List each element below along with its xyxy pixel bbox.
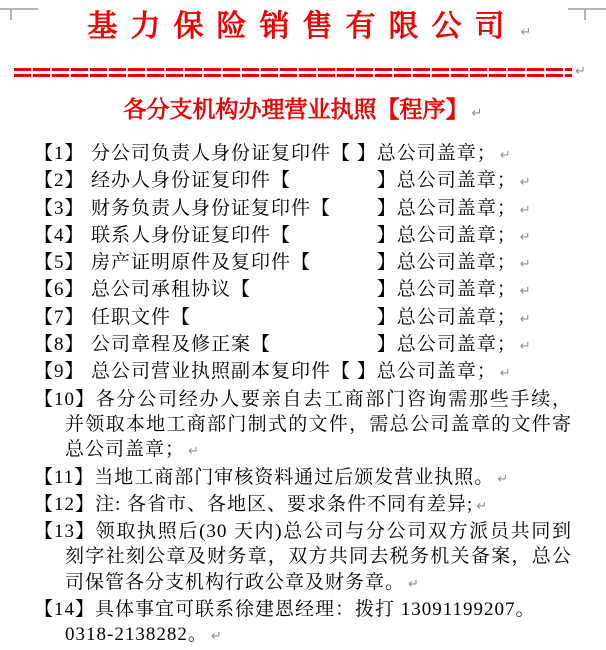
item-text: 总公司承租协议【 】总公司盖章； <box>91 279 517 301</box>
item-text: 分公司负责人身份证复印件【 】总公司盖章； <box>91 143 497 164</box>
item-text: 总公司营业执照副本复印件【 】总公司盖章； <box>91 361 497 383</box>
item-number: 【10】 <box>34 388 96 410</box>
list-item <box>0 597 572 650</box>
company-title-text: 基力保险销售有限公司 <box>87 10 518 43</box>
procedure-list <box>0 141 606 650</box>
paragraph-mark-icon: ↵ <box>499 148 511 163</box>
paragraph-mark-icon: ↵ <box>476 498 488 514</box>
paragraph-mark-icon: ↵ <box>408 576 419 592</box>
item-text: 注: 各省市、各地区、要求条件不同有差异; <box>95 493 474 515</box>
paragraph-mark-icon: ↵ <box>520 25 532 40</box>
paragraph-mark-icon: ↵ <box>519 202 531 218</box>
list-item <box>0 196 572 223</box>
item-number: 【13】 <box>34 521 96 543</box>
list-item <box>0 141 572 168</box>
page-corner-mark <box>0 8 38 10</box>
item-text: 领取执照后(30 天内)总公司与分公司双方派员共同到刻字社刻公章及财务章，双方共同去税务机关备案，总公司保管各分支机构行政公章及财务章。 <box>65 521 572 593</box>
item-text-line2: 0318-2138282。 <box>65 624 208 646</box>
item-text: 任职文件【 】总公司盖章； <box>91 306 517 328</box>
paragraph-mark-icon: ↵ <box>519 339 531 355</box>
item-text: 经办人身份证复印件【 】总公司盖章； <box>91 170 517 192</box>
item-number: 【5】 <box>34 252 85 274</box>
item-number: 【3】 <box>34 197 85 219</box>
section-heading-text: 各分支机构办理营业执照【程序】 <box>123 97 469 122</box>
item-number: 【6】 <box>34 279 85 301</box>
item-number: 【7】 <box>34 306 85 328</box>
item-text: 当地工商部门审核资料通过后颁发营业执照。 <box>94 466 495 488</box>
page-corner-mark <box>10 8 12 20</box>
paragraph-mark-icon: ↵ <box>519 229 531 245</box>
list-item <box>0 519 572 597</box>
paragraph-mark-icon: ↵ <box>499 366 511 382</box>
paragraph-mark-icon: ↵ <box>210 629 222 645</box>
list-item <box>0 387 572 465</box>
item-number: 【8】 <box>34 334 85 356</box>
list-item <box>0 332 572 359</box>
item-text: 各分公司经办人要亲自去工商部门咨询需那些手续，并领取本地工商部门制式的文件，需总公司盖章的文件寄总公司盖章； <box>65 388 572 461</box>
item-number: 【4】 <box>34 224 85 246</box>
list-item <box>0 305 572 332</box>
page-corner-mark <box>584 8 586 20</box>
paragraph-mark-icon: ↵ <box>519 311 531 327</box>
paragraph-mark-icon: ↵ <box>575 64 586 79</box>
list-item <box>0 223 572 250</box>
double-line <box>14 68 572 77</box>
paragraph-mark-icon: ↵ <box>188 444 199 460</box>
section-heading <box>0 96 606 128</box>
item-number: 【9】 <box>34 361 85 383</box>
item-text: 公司章程及修正案【 】总公司盖章； <box>91 334 517 356</box>
item-number: 【1】 <box>34 143 85 164</box>
paragraph-mark-icon: ↵ <box>471 106 483 121</box>
paragraph-mark-icon: ↵ <box>519 175 531 191</box>
paragraph-mark-icon: ↵ <box>519 257 531 273</box>
list-item <box>0 168 572 195</box>
item-number: 【2】 <box>34 170 85 192</box>
paragraph-mark-icon: ↵ <box>497 471 509 487</box>
item-number: 【14】 <box>34 599 96 621</box>
list-item <box>0 492 572 519</box>
list-item <box>0 277 572 304</box>
list-item <box>0 465 572 492</box>
page-corner-mark <box>568 8 606 10</box>
item-number: 【11】 <box>34 466 95 488</box>
item-text: 联系人身份证复印件【 】总公司盖章； <box>91 224 517 246</box>
list-item <box>0 250 572 277</box>
double-line-separator <box>14 64 606 79</box>
item-number: 【12】 <box>34 493 96 515</box>
item-text: 房产证明原件及复印件【 】总公司盖章； <box>91 252 517 274</box>
company-title <box>0 8 606 52</box>
item-text: 具体事宜可联系徐建恩经理：拨打 13091199207。 <box>95 599 536 621</box>
list-item <box>0 359 572 386</box>
item-text: 财务负责人身份证复印件【 】总公司盖章； <box>91 197 517 219</box>
paragraph-mark-icon: ↵ <box>519 284 531 300</box>
